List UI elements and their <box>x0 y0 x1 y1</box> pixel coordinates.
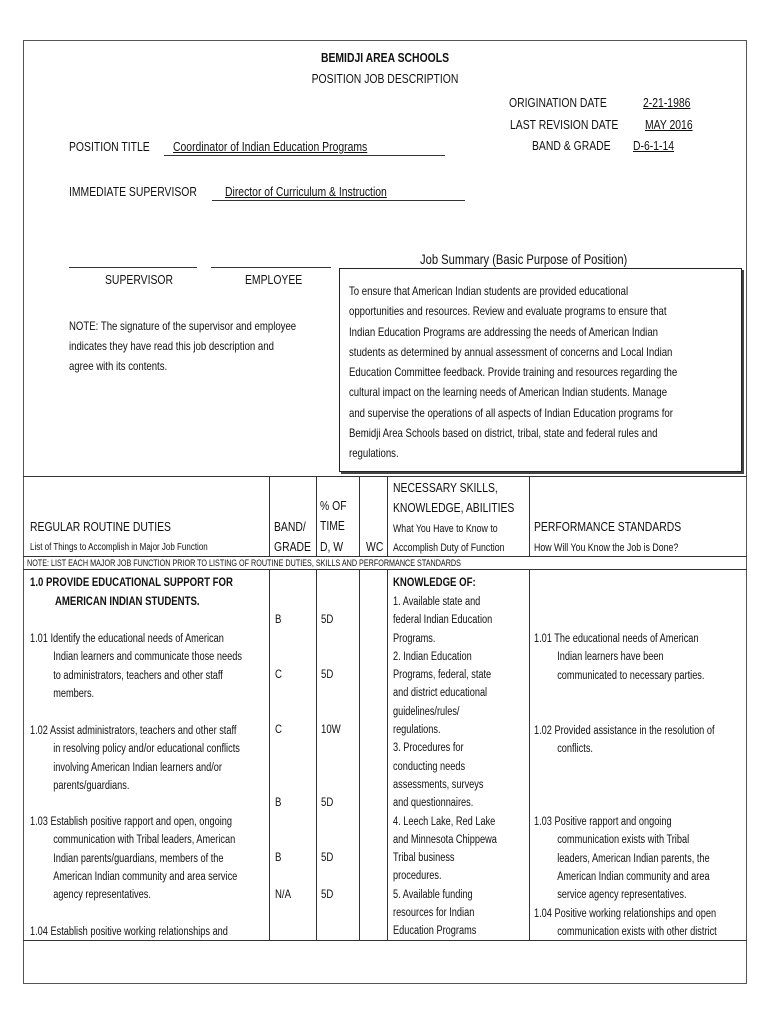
knowledge-line: assessments, surveys <box>393 778 484 791</box>
col-header-pct: % OF <box>320 498 347 513</box>
knowledge-heading: KNOWLEDGE OF: <box>393 575 476 589</box>
performance-line: American Indian community and area <box>557 870 710 883</box>
performance-1-02 <box>534 722 715 759</box>
job-summary-line: To ensure that American Indian students are provided educational <box>349 284 629 298</box>
job-summary-line: students as determined by annual assessment of concerns and Local Indian <box>349 344 673 359</box>
table-col-divider <box>316 569 317 940</box>
table-col-divider <box>359 569 360 940</box>
performance-line: 1.02 Provided assistance in the resolution of <box>534 725 715 737</box>
duty-line: 1.01 Identify the educational needs of American <box>30 633 224 645</box>
performance-1-03 <box>534 813 710 904</box>
knowledge-line: and district educational <box>393 687 488 700</box>
knowledge-line: Programs. <box>393 632 436 645</box>
performance-line: 1.03 Positive rapport and ongoing <box>534 816 672 828</box>
col-subheader-skills: Accomplish Duty of Function <box>393 542 505 554</box>
job-summary-line: Education Committee feedback. Provide training and resources regarding the <box>349 365 678 380</box>
performance-line: 1.04 Positive working relationships and open <box>534 908 717 920</box>
table-col-divider <box>387 569 388 940</box>
org-title: BEMIDJI AREA SCHOOLS <box>320 50 450 65</box>
revision-date-label: LAST REVISION DATE <box>510 117 619 132</box>
col-subheader-duties: List of Things to Accomplish in Major Job Function <box>30 542 208 553</box>
band-cell: C <box>275 667 282 681</box>
performance-1-01 <box>534 630 704 685</box>
knowledge-list <box>393 593 497 941</box>
performance-line: communication exists with other district <box>557 926 717 939</box>
knowledge-line: Tribal business <box>393 852 455 865</box>
knowledge-line: Programs, federal, state <box>393 669 492 682</box>
signature-note-line: agree with its contents. <box>69 359 168 373</box>
knowledge-line: 3. Procedures for <box>393 742 464 755</box>
supervisor-value: Director of Curriculum & Instruction <box>225 184 387 199</box>
knowledge-line: 2. Indian Education <box>393 650 472 663</box>
knowledge-line: resources for Indian <box>393 907 475 920</box>
job-summary-line: opportunities and resources. Review and evaluate programs to ensure that <box>349 304 667 319</box>
knowledge-line: 5. Available funding <box>393 888 473 901</box>
table-col-divider <box>359 476 360 557</box>
duty-line: communication with Tribal leaders, American <box>53 834 236 847</box>
position-title-underline <box>164 155 445 156</box>
col-header-knowledge: KNOWLEDGE, ABILITIES <box>393 500 515 515</box>
job-summary-text <box>349 281 677 464</box>
signature-note-line: NOTE: The signature of the supervisor and employee <box>69 319 297 333</box>
knowledge-line: and questionnaires. <box>393 797 474 810</box>
performance-line: Indian learners have been <box>557 651 664 664</box>
table-note-rule <box>23 569 747 570</box>
job-summary-line: Bemidji Area Schools based on district, tribal, state and federal rules and <box>349 426 658 441</box>
duty-line: parents/guardians. <box>53 779 130 792</box>
duty-line: 1.03 Establish positive rapport and open, ongoing <box>30 816 233 828</box>
knowledge-line: Education Programs <box>393 925 477 938</box>
duty-line: to administrators, teachers and other staff <box>53 669 223 682</box>
duty-line: American Indian community and area service <box>53 870 238 883</box>
table-col-divider <box>269 476 270 557</box>
col-subheader-performance: How Will You Know the Job is Done? <box>534 542 679 554</box>
knowledge-line: guidelines/rules/ <box>393 705 460 718</box>
supervisor-signature-line <box>69 267 197 268</box>
employee-signature-line <box>211 267 331 268</box>
knowledge-line: procedures. <box>393 870 442 883</box>
table-note: NOTE: LIST EACH MAJOR JOB FUNCTION PRIOR TO LISTING OF ROUTINE DUTIES, SKILLS AND PERFORMANCE STANDARDS <box>27 558 461 568</box>
duty-line: 1.04 Establish positive working relationships and <box>30 926 228 938</box>
col-header-dw: D, W <box>320 539 344 554</box>
knowledge-line: 1. Available state and <box>393 596 481 608</box>
job-summary-line: regulations. <box>349 446 399 461</box>
duty-1-02 <box>30 722 240 795</box>
col-header-grade: GRADE <box>274 539 311 554</box>
table-col-divider <box>269 569 270 940</box>
table-top-border <box>23 476 747 477</box>
job-summary-line: and supervise the operations of all aspects of Indian Education programs for <box>349 405 673 420</box>
performance-line: communication exists with Tribal <box>557 834 690 847</box>
band-grade-value: D-6-1-14 <box>633 138 675 153</box>
pct-cell: 5D <box>321 612 334 626</box>
col-header-time: TIME <box>320 518 345 533</box>
pct-cell: 5D <box>321 667 334 681</box>
table-header-rule <box>23 556 747 557</box>
col-header-duties: REGULAR ROUTINE DUTIES <box>30 519 171 534</box>
duty-line: Indian parents/guardians, members of the <box>53 852 224 865</box>
duty-line: Indian learners and communicate those needs <box>53 651 242 664</box>
supervisor-underline <box>212 200 465 201</box>
origination-date-label: ORIGINATION DATE <box>509 95 607 110</box>
performance-line: communicated to necessary parties. <box>557 669 705 682</box>
band-cell: B <box>275 612 282 626</box>
col-header-band: BAND/ <box>274 519 306 534</box>
position-title-label: POSITION TITLE <box>69 139 150 154</box>
performance-1-04 <box>534 905 717 942</box>
performance-line: 1.01 The educational needs of American <box>534 633 699 645</box>
band-cell: N/A <box>275 887 292 901</box>
table-col-divider <box>529 569 530 940</box>
band-grade-label: BAND & GRADE <box>532 138 611 153</box>
col-header-performance: PERFORMANCE STANDARDS <box>534 519 682 534</box>
band-cell: B <box>275 795 282 809</box>
knowledge-line: conducting needs <box>393 760 466 773</box>
knowledge-line: regulations. <box>393 724 441 737</box>
revision-date-value: MAY 2016 <box>645 117 693 132</box>
pct-cell: 5D <box>321 887 334 901</box>
pct-cell: 5D <box>321 795 334 809</box>
duty-1-03 <box>30 813 237 904</box>
pct-cell: 10W <box>321 722 341 736</box>
knowledge-line: 4. Leech Lake, Red Lake <box>393 815 496 828</box>
col-subheader-skills: What You Have to Know to <box>393 523 498 535</box>
performance-line: conflicts. <box>557 743 593 756</box>
duty-1-01 <box>30 630 242 703</box>
job-summary-line: cultural impact on the learning needs of American Indian students. Manage <box>349 385 668 400</box>
knowledge-line: and Minnesota Chippewa <box>393 833 497 846</box>
table-col-divider <box>316 476 317 557</box>
supervisor-label: IMMEDIATE SUPERVISOR <box>69 184 197 199</box>
band-cell: B <box>275 850 282 864</box>
supervisor-signature-label: SUPERVISOR <box>105 272 174 287</box>
position-title-value: Coordinator of Indian Education Programs <box>173 139 368 154</box>
function-heading: AMERICAN INDIAN STUDENTS. <box>55 594 200 608</box>
duty-line: involving American Indian learners and/or <box>53 761 222 774</box>
band-cell: C <box>275 722 282 736</box>
duty-line: agency representatives. <box>53 889 151 902</box>
duty-1-04 <box>30 923 228 941</box>
table-col-divider <box>387 476 388 557</box>
duty-line: 1.02 Assist administrators, teachers and other staff <box>30 725 237 737</box>
performance-line: leaders, American Indian parents, the <box>557 852 710 865</box>
employee-signature-label: EMPLOYEE <box>245 272 303 287</box>
pct-cell: 5D <box>321 850 334 864</box>
job-summary-line: Indian Education Programs are addressing the needs of American Indian <box>349 324 658 339</box>
job-summary-heading: Job Summary (Basic Purpose of Position) <box>420 251 628 267</box>
performance-line: service agency representatives. <box>557 889 687 902</box>
col-header-skills: NECESSARY SKILLS, <box>393 480 498 495</box>
signature-note-line: indicates they have read this job description and <box>69 339 274 353</box>
function-heading: 1.0 PROVIDE EDUCATIONAL SUPPORT FOR <box>30 575 233 589</box>
duty-line: in resolving policy and/or educational conflicts <box>53 743 240 756</box>
table-col-divider <box>529 476 530 557</box>
duty-line: members. <box>53 687 95 700</box>
doc-type-title: POSITION JOB DESCRIPTION <box>311 71 459 86</box>
origination-date-value: 2-21-1986 <box>643 95 691 110</box>
col-header-wc: WC <box>366 539 384 554</box>
knowledge-line: federal Indian Education <box>393 614 493 627</box>
